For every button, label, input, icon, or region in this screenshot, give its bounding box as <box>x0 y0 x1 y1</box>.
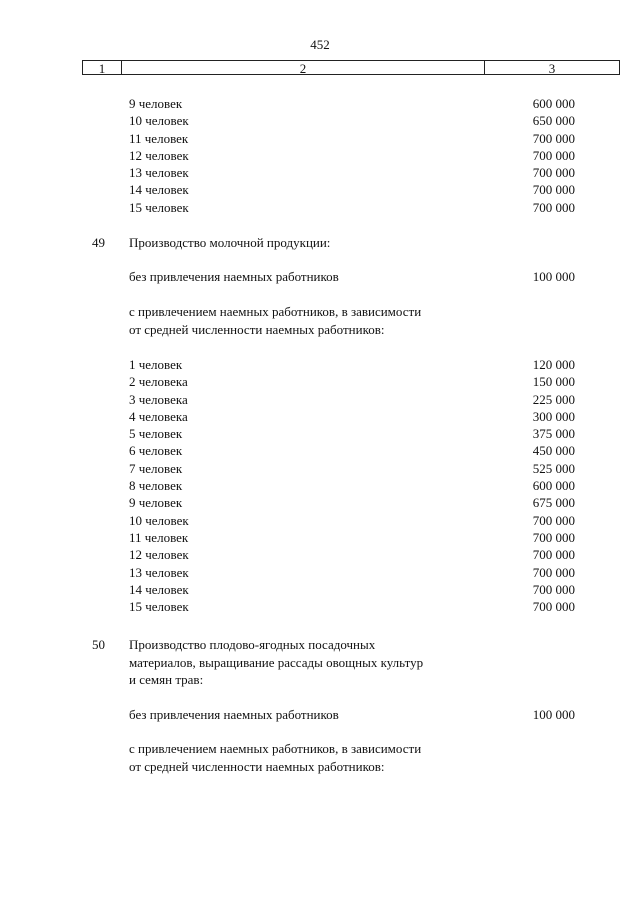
row-value: 700 000 <box>532 547 575 563</box>
table-row <box>0 373 640 390</box>
table-row <box>0 442 640 459</box>
row-value: 700 000 <box>532 529 575 545</box>
row-value: 650 000 <box>532 113 575 129</box>
row-label: 3 человека <box>129 391 188 407</box>
row-label: 5 человек <box>129 426 183 442</box>
text-line: от средней численности наемных работников: <box>129 758 385 774</box>
table-row <box>0 199 640 216</box>
table-row <box>0 477 640 494</box>
row-value: 700 000 <box>532 199 575 215</box>
row-label: 15 человек <box>129 599 189 615</box>
table-row <box>0 581 640 598</box>
item-50-title <box>0 636 640 689</box>
row-label: 13 человек <box>129 564 189 580</box>
row-label: 9 человек <box>129 96 183 111</box>
top-continuation-block <box>0 95 640 216</box>
table-row <box>0 147 640 164</box>
row-label: 14 человек <box>129 581 189 597</box>
table-row <box>0 356 640 373</box>
table-row <box>0 425 640 442</box>
text-line: с привлечением наемных работников, в зависимости <box>129 304 422 319</box>
row-label: 9 человек <box>129 495 183 511</box>
header-col-2: 2 <box>122 61 485 74</box>
row-label: 4 человека <box>129 408 188 424</box>
table-row <box>0 598 640 615</box>
table-row <box>0 164 640 181</box>
row-value: 700 000 <box>532 147 575 163</box>
header-col-3: 3 <box>548 61 556 76</box>
row-label: 6 человек <box>129 443 183 459</box>
row-label: 13 человек <box>129 165 189 181</box>
row-label: 12 человек <box>129 147 189 163</box>
text-line: от средней численности наемных работников: <box>129 321 385 337</box>
table-row <box>0 529 640 546</box>
item-49-title <box>0 234 640 252</box>
row-label: 10 человек <box>129 113 189 129</box>
row-label: 14 человек <box>129 182 189 198</box>
table-row <box>0 181 640 198</box>
row-value: 675 000 <box>532 495 575 511</box>
item-title-line: и семян трав: <box>129 672 204 687</box>
table-row <box>0 408 640 425</box>
table-row <box>0 546 640 563</box>
table-row <box>0 391 640 408</box>
table-row <box>0 95 640 112</box>
row-value: 225 000 <box>532 391 575 407</box>
item-49-without-hired <box>0 268 640 285</box>
table-header <box>82 60 620 75</box>
text-line: с привлечением наемных работников, в зависимости <box>129 741 422 756</box>
row-value: 375 000 <box>532 426 575 442</box>
table-row <box>0 512 640 529</box>
row-value: 300 000 <box>532 408 575 424</box>
table-row <box>0 460 640 477</box>
table-row <box>0 564 640 581</box>
item-50-with-hired <box>0 740 640 775</box>
item-49-with-hired <box>0 303 640 338</box>
row-label: без привлечения наемных работников <box>129 707 339 722</box>
row-value: 100 000 <box>532 707 575 722</box>
row-value: 150 000 <box>532 374 575 390</box>
row-value: 700 000 <box>532 165 575 181</box>
table-row <box>0 112 640 129</box>
row-label: 15 человек <box>129 199 189 215</box>
item-title: Производство молочной продукции: <box>129 235 331 250</box>
row-value: 120 000 <box>532 357 575 372</box>
header-col-1: 1 <box>83 61 122 74</box>
row-label: 11 человек <box>129 130 189 146</box>
row-value: 700 000 <box>532 512 575 528</box>
item-49-table <box>0 356 640 615</box>
item-number: 49 <box>92 235 105 250</box>
row-label: 10 человек <box>129 512 189 528</box>
row-label: 12 человек <box>129 547 189 563</box>
row-label: без привлечения наемных работников <box>129 269 339 284</box>
row-value: 100 000 <box>532 269 575 284</box>
row-value: 700 000 <box>532 564 575 580</box>
row-value: 600 000 <box>532 478 575 494</box>
row-value: 525 000 <box>532 460 575 476</box>
row-value: 700 000 <box>532 599 575 615</box>
row-value: 700 000 <box>532 130 575 146</box>
row-label: 1 человек <box>129 357 183 372</box>
item-50-without-hired <box>0 706 640 723</box>
table-row <box>0 494 640 511</box>
row-label: 11 человек <box>129 529 189 545</box>
page-number: 452 <box>310 37 330 52</box>
item-title-line: Производство плодово-ягодных посадочных <box>129 637 376 652</box>
table-row <box>0 130 640 147</box>
row-value: 450 000 <box>532 443 575 459</box>
row-value: 700 000 <box>532 182 575 198</box>
item-title-line: материалов, выращивание рассады овощных культур <box>129 654 424 670</box>
row-value: 700 000 <box>532 581 575 597</box>
item-number: 50 <box>92 637 105 652</box>
row-label: 8 человек <box>129 478 183 494</box>
row-label: 2 человека <box>129 374 188 390</box>
row-label: 7 человек <box>129 460 183 476</box>
row-value: 600 000 <box>532 96 575 111</box>
